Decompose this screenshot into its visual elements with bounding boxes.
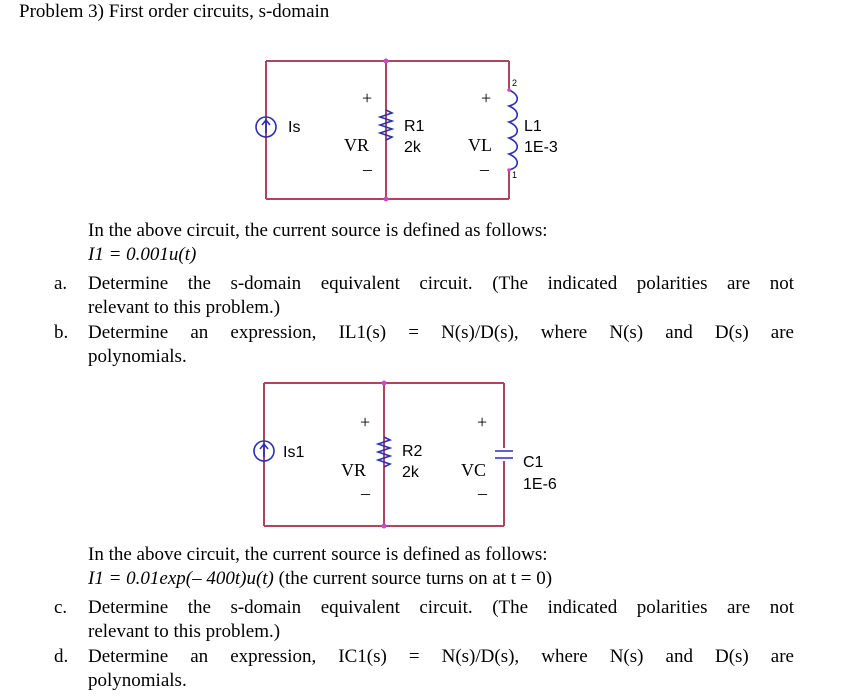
question-c-line-1: Determine the s-domain equivalent circuit. (The indicated polarities are not [88,597,794,618]
question-b [54,321,794,369]
circuit-1-node-bottom [384,197,389,202]
inductor-1-pin-bottom: 1 [512,170,518,180]
question-d-line-2: polynomials. [88,670,187,691]
current-source-2-arrow [260,444,268,457]
inductor-1-value: 1E-3 [524,139,558,156]
source-1-label: Is [288,119,301,136]
question-b-line-2: polynomials. [88,346,187,367]
capacitor-1-minus: – [478,483,487,503]
question-a [54,272,794,320]
resistor-2-name: R2 [402,443,423,460]
resistor-1-voltage-label: VR [344,135,370,155]
inductor-1-name: L1 [524,118,542,135]
equation-2: I1 = 0.01exp(– 400t)u(t) [88,568,274,589]
circuit-2-node-top [382,381,387,386]
resistor-1-value: 2k [404,139,421,156]
question-c-line-2: relevant to this problem.) [88,621,281,642]
inductor-1-plus: + [481,88,492,108]
source-2-label: Is1 [283,444,305,461]
resistor-1-name: R1 [404,118,425,135]
question-a-line-2: relevant to this problem.) [88,297,281,318]
circuit-1 [256,59,558,202]
equation-2-line [88,567,552,591]
question-c-label: c. [54,597,68,618]
capacitor-1-value: 1E-6 [523,476,557,493]
circuit-2 [254,381,557,529]
problem-title: Problem 3) First order circuits, s-domain [19,1,330,22]
question-b-line-1: Determine an expression, IL1(s) = N(s)/D(s), where N(s) and D(s) are [88,322,794,343]
question-d [54,645,794,693]
question-a-label: a. [54,273,68,294]
capacitor-1-plus: + [477,412,488,432]
inductor-1-pin-top-dot [507,88,511,92]
inductor-1-pin-top: 2 [512,78,518,88]
circuit-1-node-top [384,59,389,64]
capacitor-1-plates [495,451,513,458]
question-b-label: b. [54,322,69,343]
inductor-1-minus: – [480,159,489,179]
capacitor-1-name: C1 [523,454,544,471]
resistor-2-minus: – [361,483,370,503]
inductor-1-voltage-label: VL [468,135,492,155]
question-c [54,596,794,644]
resistor-1-plus: + [362,88,373,108]
equation-1: I1 = 0.001u(t) [88,244,197,265]
capacitor-1-voltage-label: VC [461,460,487,480]
question-a-line-1: Determine the s-domain equivalent circuit. (The indicated polarities are not [88,273,794,294]
question-d-line-1: Determine an expression, IC1(s) = N(s)/D(s), where N(s) and D(s) are [88,646,794,667]
question-d-label: d. [54,646,69,667]
resistor-2-value: 2k [402,464,419,481]
intro-1: In the above circuit, the current source is defined as follows: [88,220,548,241]
resistor-1-minus: – [363,159,372,179]
intro-2: In the above circuit, the current source is defined as follows: [88,544,548,565]
current-source-1-arrow [262,120,270,133]
inductor-1-pin-bottom-dot [507,168,511,172]
circuit-2-node-bottom [382,524,387,529]
inductor-1-coil [509,90,517,170]
resistor-2-voltage-label: VR [341,460,367,480]
equation-2-note: (the current source turns on at t = 0) [278,568,553,589]
resistor-2-plus: + [360,412,371,432]
